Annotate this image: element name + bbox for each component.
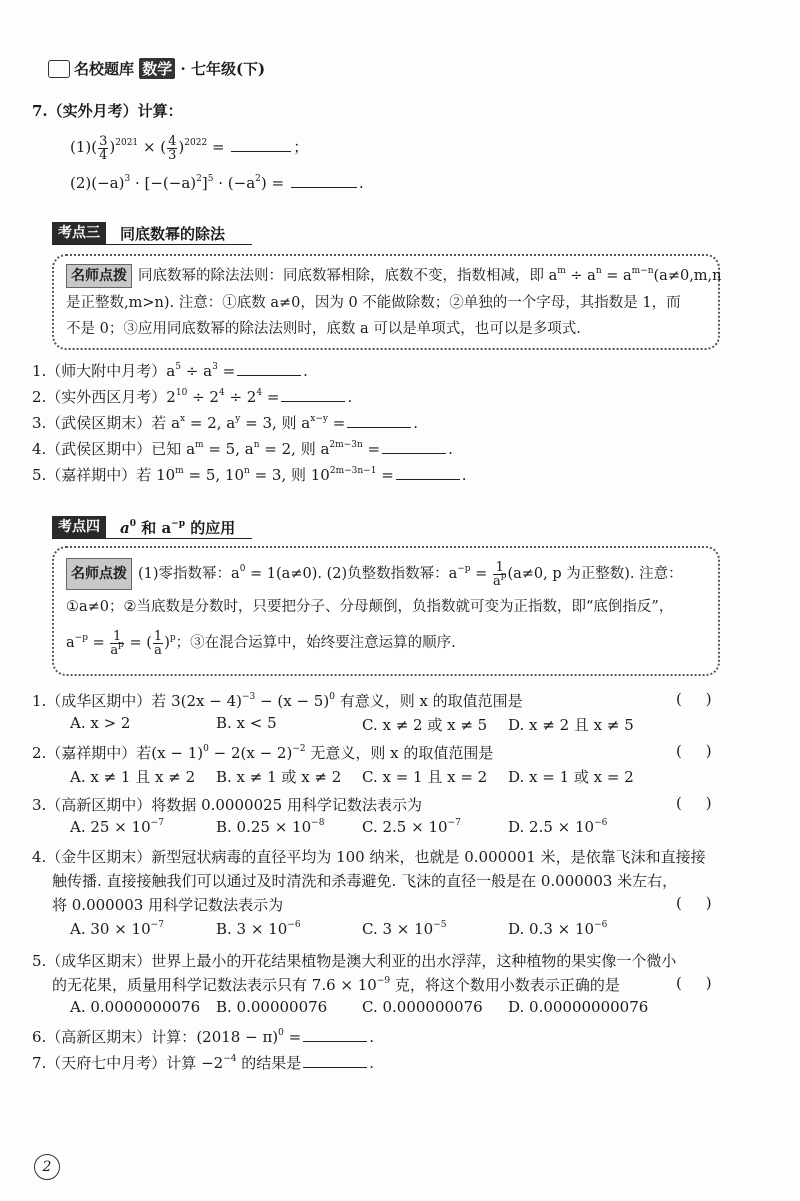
tip-line: ①a≠0；②当底数是分数时，只要把分子、分母颠倒，负指数就可变为正指数，即“底倒指反”，: [66, 599, 674, 615]
option-b[interactable]: B. $0.25 \times 10^{-8}$: [216, 818, 325, 836]
option-a[interactable]: A. $25 \times 10^{-7}$: [70, 818, 164, 836]
answer-parentheses[interactable]: ( ): [676, 974, 712, 992]
book-icon: [48, 60, 70, 78]
option-c[interactable]: C. x ≠ 2 或 x ≠ 5: [362, 716, 488, 734]
section-3-title: [52, 222, 252, 245]
tip-line: 名师点拨 同底数幂的除法法则：同底数幂相除，底数不变，指数相减，即 $a^m \div a^n = a^{m-n}(a\ne 0,m,n$: [66, 264, 722, 288]
answer-blank[interactable]: [291, 173, 357, 188]
answer-blank[interactable]: [396, 465, 460, 480]
option-c[interactable]: C. $2.5 \times 10^{-7}$: [362, 818, 461, 836]
option-b[interactable]: B. $3 \times 10^{-6}$: [216, 920, 301, 938]
answer-blank[interactable]: [231, 137, 291, 152]
tip-tag: 名师点拨: [66, 264, 132, 288]
section-4-title: [52, 516, 252, 539]
header-subject: 数学: [139, 58, 175, 79]
answer-parentheses[interactable]: ( ): [676, 690, 712, 708]
option-d[interactable]: D. $2.5 \times 10^{-6}$: [508, 818, 608, 836]
s4-question-7: 7.（天府七中月考）计算 $-2^{-4}$ 的结果是 .: [32, 1054, 375, 1072]
answer-blank[interactable]: [237, 361, 301, 376]
option-b[interactable]: B. 0.00000076: [216, 998, 328, 1016]
section-tag: 考点四: [52, 516, 106, 538]
option-a[interactable]: A. x ≠ 1 且 x ≠ 2: [70, 768, 196, 786]
page-number: 2: [34, 1154, 60, 1180]
s4-question-5: 5.（成华区期末）世界上最小的开花结果植物是澳大利亚的出水浮萍，这种植物的果实像一个微小: [32, 952, 677, 970]
s4-question-4: 4.（金牛区期末）新型冠状病毒的直径平均为 100 纳米，也就是 0.000001 米，是依靠飞沫和直接接: [32, 848, 706, 866]
section-tag: 考点三: [52, 222, 106, 244]
header-title: [74, 58, 265, 79]
tip-tag: 名师点拨: [66, 558, 132, 590]
answer-blank[interactable]: [347, 413, 411, 428]
s4-question-2: 2.（嘉祥期中）若$(x - 1)^0 - 2(x - 2)^{-2}$ 无意义，则 x 的取值范围是: [32, 744, 494, 762]
section-name: $a^0$ 和 $a^{-p}$ 的应用: [120, 519, 236, 537]
answer-parentheses[interactable]: ( ): [676, 742, 712, 760]
option-c[interactable]: C. x = 1 且 x = 2: [362, 768, 488, 786]
q7-sub2: $(2)(-a)^3 \cdot [-(-a)^2]^5 \cdot (-a^2)$ = .: [70, 174, 364, 192]
tip-line: $a^{-p}$ = $\frac{1}{a^p}$ = ( $\frac{1}{a}$ )$^p$；③在混合运算中，始终要注意运算的顺序.: [66, 628, 456, 658]
answer-blank[interactable]: [303, 1053, 367, 1068]
answer-blank[interactable]: [281, 387, 345, 402]
option-d[interactable]: D. x = 1 或 x = 2: [508, 768, 634, 786]
option-c[interactable]: C. $3 \times 10^{-5}$: [362, 920, 447, 938]
tip-box-4: [52, 546, 720, 676]
q7-top-stem: 7.（实外月考）计算：: [32, 102, 183, 120]
page-header: [48, 58, 308, 82]
tip-box-3: [52, 254, 720, 350]
q7-sub1: (1)( $\frac{3}{4}$ )$^{2021}$ × ( $\frac{4}{3}$ )$^{2022}$ = ；: [70, 133, 309, 163]
s4-question-1: 1.（成华区期中）若 $3(2x - 4)^{-3} - (x - 5)^0$ 有意义，则 x 的取值范围是: [32, 692, 523, 710]
s4-question-5-line: 的无花果，质量用科学记数法表示只有 $7.6 \times 10^{-9}$ 克，将这个数用小数表示正确的是: [52, 976, 620, 994]
s3-question-1: 1.（师大附中月考）$a^5 \div a^3$ = .: [32, 362, 308, 380]
option-d[interactable]: D. 0.00000000076: [508, 998, 649, 1016]
option-d[interactable]: D. x ≠ 2 且 x ≠ 5: [508, 716, 634, 734]
tip-line: 不是 0；③应用同底数幂的除法法则时，底数 a 可以是单项式，也可以是多项式.: [66, 321, 581, 337]
option-a[interactable]: A. x > 2: [70, 714, 131, 732]
section-name: 同底数幂的除法: [120, 225, 226, 243]
s3-question-2: 2.（实外西区月考）$2^{10} \div 2^4 \div 2^4$ = .: [32, 388, 353, 406]
header-grade: · 七年级(下): [180, 60, 266, 78]
header-brand: 名校题库: [74, 60, 135, 78]
s4-question-3: 3.（高新区期中）将数据 0.0000025 用科学记数法表示为: [32, 796, 422, 814]
s4-question-4-line: 触传播. 直接接触我们可以通过及时清洗和杀毒避免. 飞沫的直径一般是在 0.000003 米左右，: [52, 872, 678, 890]
s3-question-3: 3.（武侯区期末）若 $a^x = 2$, $a^y = 3$, 则 $a^{x-y}$ = .: [32, 414, 419, 432]
option-b[interactable]: B. x ≠ 1 或 x ≠ 2: [216, 768, 342, 786]
answer-blank[interactable]: [382, 439, 446, 454]
option-a[interactable]: A. 0.0000000076: [70, 998, 201, 1016]
option-b[interactable]: B. x < 5: [216, 714, 277, 732]
option-c[interactable]: C. 0.000000076: [362, 998, 483, 1016]
s4-question-4-line: 将 0.000003 用科学记数法表示为: [52, 896, 284, 914]
tip-line: 名师点拨 (1)零指数幂：$a^0 = 1(a\ne 0)$. (2)负整数指数幂：$a^{-p}$ = $\frac{1}{a^p}$ (a≠0, p 为正整数). 注意：: [66, 558, 683, 590]
answer-blank[interactable]: [303, 1027, 367, 1042]
s3-question-5: 5.（嘉祥期中）若 $10^m = 5$, $10^n = 3$, 则 $10^{2m-3n-1}$ = .: [32, 466, 467, 484]
s4-question-6: 6.（高新区期末）计算：$(2018 - \pi)^0$ = .: [32, 1028, 375, 1046]
answer-parentheses[interactable]: ( ): [676, 894, 712, 912]
tip-line: 是正整数,m>n). 注意：①底数 a≠0，因为 0 不能做除数；②单独的一个字母，其指数是 1，而: [66, 295, 681, 311]
answer-parentheses[interactable]: ( ): [676, 794, 712, 812]
option-d[interactable]: D. $0.3 \times 10^{-6}$: [508, 920, 608, 938]
s3-question-4: 4.（武侯区期中）已知 $a^m = 5$, $a^n = 2$, 则 $a^{2m-3n}$ = .: [32, 440, 453, 458]
option-a[interactable]: A. $30 \times 10^{-7}$: [70, 920, 164, 938]
